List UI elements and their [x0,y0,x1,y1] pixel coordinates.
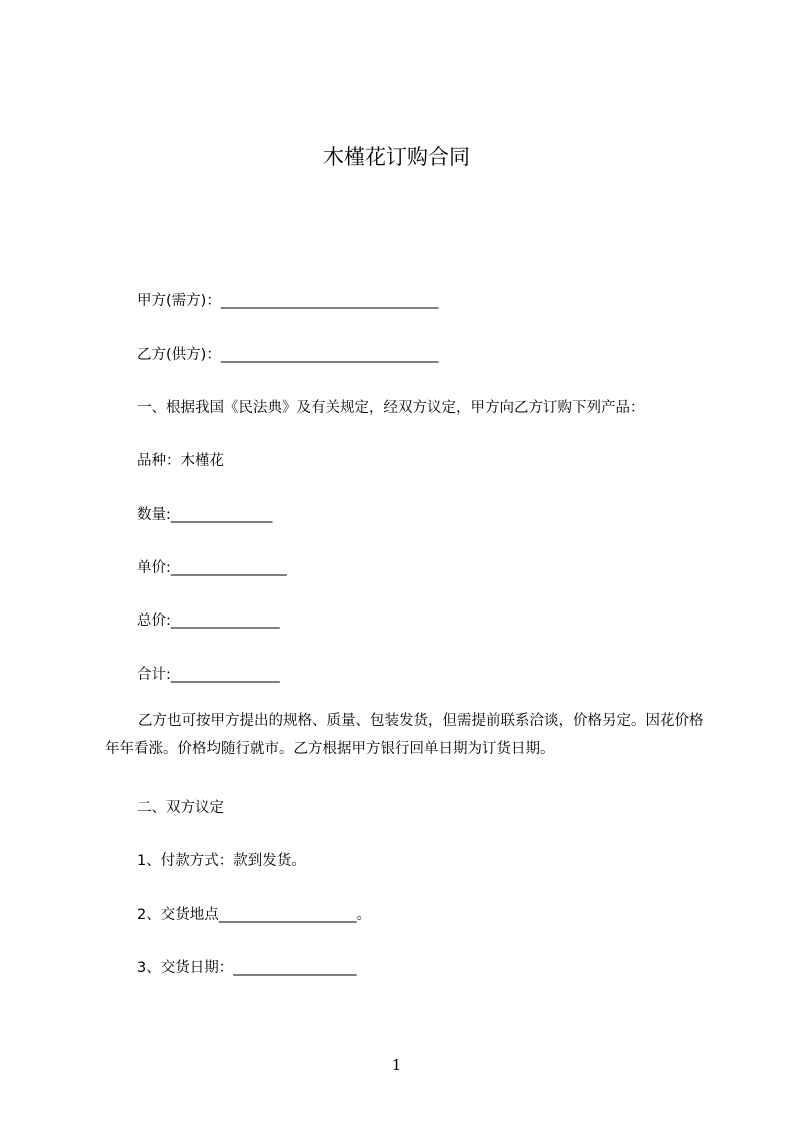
terms-paragraph: 乙方也可按甲方提出的规格、质量、包装发货，但需提前联系洽谈，价格另定。因花价格年年看涨。价格均随行就市。乙方根据甲方银行回单日期为订货日期。 [105,713,704,757]
page-number: 1 [391,1056,402,1074]
delivery-location-item: 2、交货地点___________________。 [137,907,371,923]
section-1-intro: 一、根据我国《民法典》及有关规定，经双方议定，甲方向乙方订购下列产品： [137,400,645,416]
unit-price-line: 单价:________________ [137,560,287,576]
section-2-heading: 二、双方议定 [137,800,224,816]
party-b-line: 乙方(供方)：______________________________ [137,347,439,363]
total-price-line: 总价:_______________ [137,613,280,629]
quantity-line: 数量:______________ [137,507,273,523]
variety-line: 品种：木槿花 [137,453,224,469]
payment-method-item: 1、付款方式：款到发货。 [137,853,306,869]
sum-line: 合计:_______________ [137,667,280,683]
document-title: 木槿花订购合同 [323,145,470,169]
party-a-line: 甲方(需方)：______________________________ [137,293,439,309]
delivery-date-item: 3、交货日期：_________________ [137,960,357,976]
